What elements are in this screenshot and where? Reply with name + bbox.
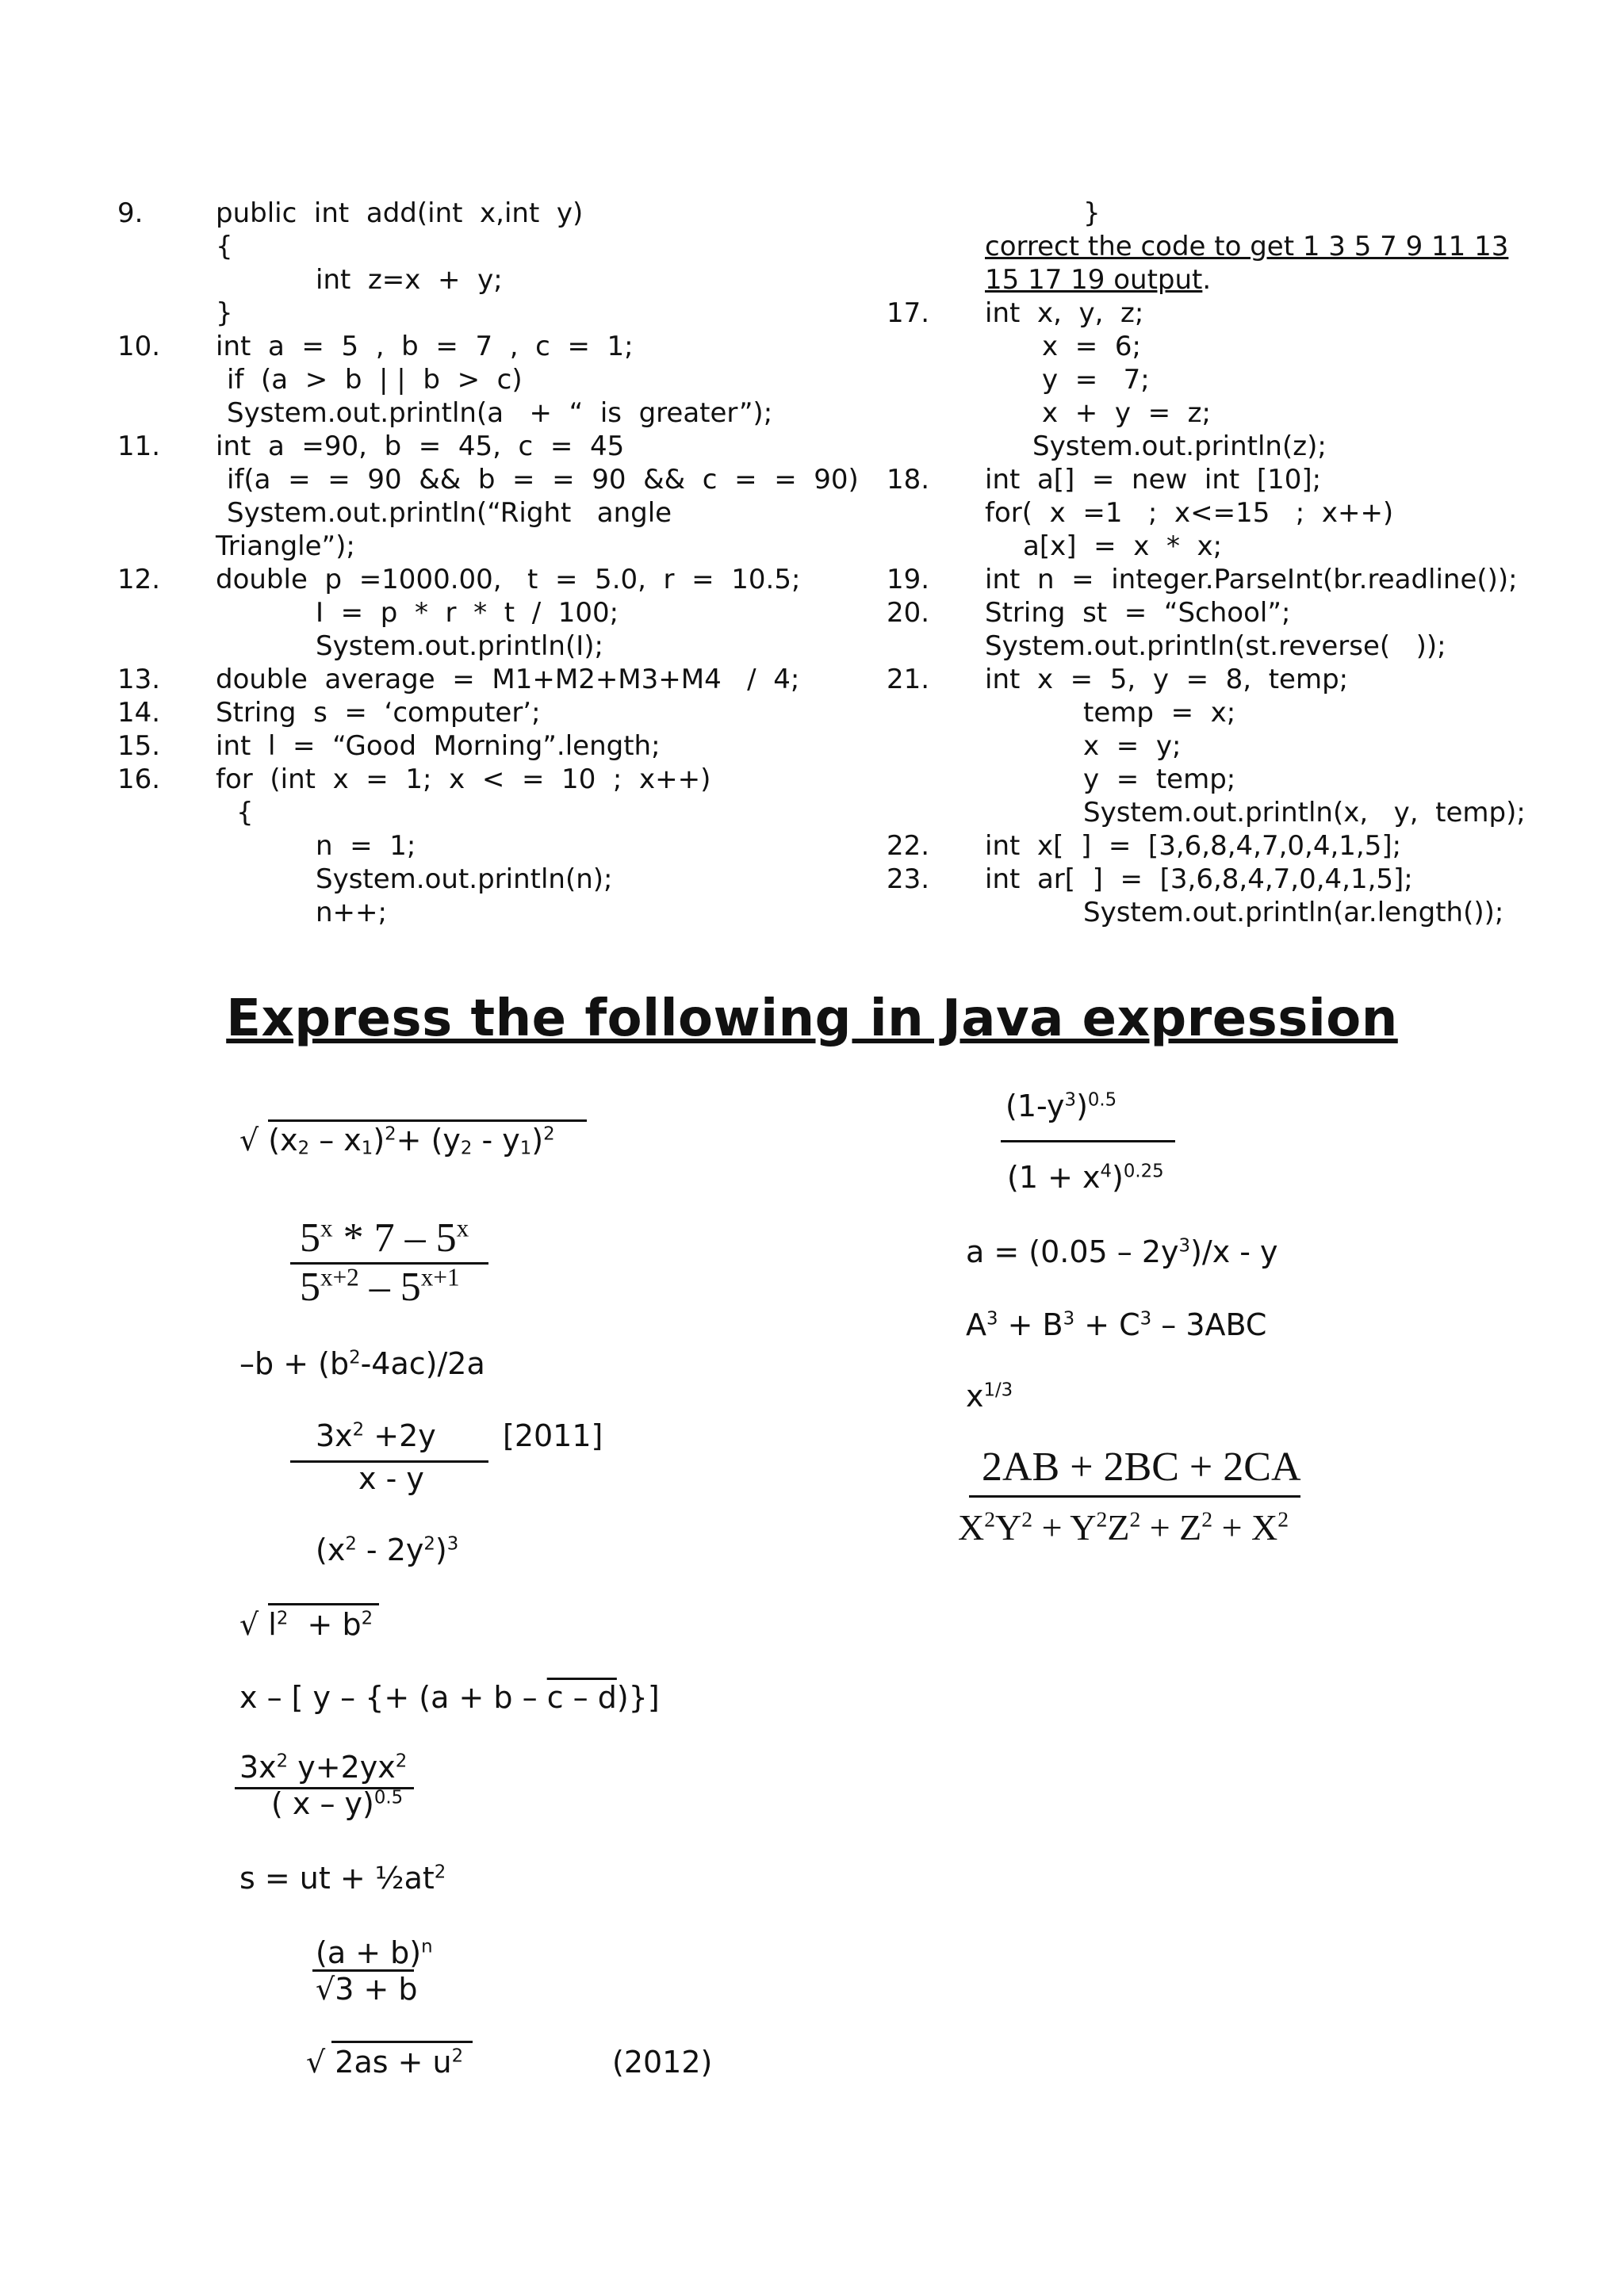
code-line: temp = x; (1083, 697, 1236, 729)
expression-fraction-denominator: $X^2Y^2 + Y^2Z^2 + Z^2 + X^2$ (958, 1506, 1289, 1548)
year-label: (2012) (612, 2045, 713, 2080)
expression-nested-brackets: x – [ y – {+ (a + b – c – d)}] (239, 1680, 660, 1715)
sqrt-vinculum (268, 1603, 379, 1605)
code-line: int a = 5 , b = 7 , c = 1; (216, 331, 634, 362)
code-line: double average = M1+M2+M3+M4 / 4; (216, 664, 800, 695)
code-line: System.out.println(a + “ is greater”); (227, 397, 773, 429)
item-number: 21. (887, 664, 930, 695)
item-number: 16. (117, 763, 161, 795)
expression-sqrt-sum: √ $l^2 + b^2$ (239, 1607, 373, 1642)
code-line: { (216, 231, 233, 262)
expression-fraction-denominator: x - y (358, 1461, 424, 1496)
code-line: System.out.println(n); (316, 863, 613, 895)
code-line: y = 7; (1042, 364, 1150, 396)
expression-fraction-numerator: $(1-y^3)^{0.5}$ (1005, 1089, 1117, 1123)
code-line: a[x] = x * x; (1023, 530, 1223, 562)
code-line: int n = integer.ParseInt(br.readline()); (985, 564, 1518, 595)
expression-fraction-numerator: 2AB + 2BC + 2CA (982, 1445, 1301, 1490)
code-line: System.out.println(“Right angle (227, 497, 672, 529)
code-line: n++; (316, 897, 387, 928)
code-line: int ar[ ] = [3,6,8,4,7,0,4,1,5]; (985, 863, 1413, 895)
expression-quadratic: $-b + (b^2-4ac)/2a$ (239, 1346, 485, 1381)
item-number: 19. (887, 564, 930, 595)
item-number: 22. (887, 830, 930, 862)
code-line: Triangle”); (216, 530, 355, 562)
item-number: 23. (887, 863, 930, 895)
item-number: 17. (887, 297, 930, 329)
instruction-note: correct the code to get 1 3 5 7 9 11 13 (985, 231, 1509, 262)
code-line: public int add(int x,int y) (216, 197, 584, 229)
year-label: [2011] (503, 1418, 603, 1453)
expression-distance: √ $(x_2 - x_1)^2+ (y_2 - y_1)^2$ (239, 1123, 555, 1159)
code-line: System.out.println(ar.length()); (1083, 897, 1504, 928)
code-line: if(a = = 90 && b = = 90 && c = = 90) (227, 464, 859, 496)
code-line: I = p * r * t / 100; (316, 597, 619, 629)
code-line: x = y; (1083, 730, 1182, 762)
expression-fraction-numerator: $3x^2$ $y+2yx^2$ (239, 1750, 408, 1785)
code-line: int a[] = new int [10]; (985, 464, 1322, 496)
sqrt-vinculum (331, 2041, 473, 2043)
code-line: System.out.println(st.reverse( )); (985, 630, 1446, 662)
item-number: 14. (117, 697, 161, 729)
item-number: 18. (887, 464, 930, 496)
code-line: for( x =1 ; x<=15 ; x++) (985, 497, 1394, 529)
item-number: 12. (117, 564, 161, 595)
code-line: if (a > b | | b > c) (227, 364, 523, 396)
expression-fraction-denominator: √3 + b (316, 1972, 418, 2007)
item-number: 10. (117, 331, 161, 362)
code-line: int x[ ] = [3,6,8,4,7,0,4,1,5]; (985, 830, 1402, 862)
code-line: System.out.println(x, y, temp); (1083, 797, 1526, 828)
code-line: int z=x + y; (316, 264, 503, 296)
code-line: int a =90, b = 45, c = 45 (216, 430, 625, 462)
code-line: String st = “School”; (985, 597, 1291, 629)
expression-assignment: $a = (0.05 - 2y^3)/x - y$ (966, 1234, 1278, 1269)
fraction-bar (1001, 1140, 1175, 1142)
expression-power-denominator: $5^{x+2} - 5^{x+1}$ (300, 1263, 460, 1310)
code-line: double p =1000.00, t = 5.0, r = 10.5; (216, 564, 801, 595)
code-line: int l = “Good Morning”.length; (216, 730, 661, 762)
code-line: n = 1; (316, 830, 416, 862)
expression-fraction-denominator: $(1 + x^4)^{0.25}$ (1007, 1160, 1164, 1195)
code-line: x + y = z; (1042, 397, 1211, 429)
expression-fraction-denominator: ( x – y)$^{0.5}$ (271, 1786, 404, 1821)
code-line: System.out.println(z); (1032, 430, 1327, 462)
item-number: 9. (117, 197, 144, 229)
fraction-bar (969, 1495, 1300, 1498)
expression-velocity-sqrt: √ $2as + u^2$ (306, 2045, 464, 2080)
expression-cube: $(x^2 - 2y^2)^3$ (316, 1533, 459, 1567)
code-line: } (216, 297, 233, 329)
code-line: { (236, 797, 254, 828)
item-number: 11. (117, 430, 161, 462)
item-number: 20. (887, 597, 930, 629)
code-line: String s = ‘computer’; (216, 697, 541, 729)
code-line: int x, y, z; (985, 297, 1144, 329)
code-line: y = temp; (1083, 763, 1236, 795)
expression-cubes: $A^3 + B^3 + C^3 - 3ABC$ (966, 1307, 1267, 1342)
item-number: 15. (117, 730, 161, 762)
code-line: x = 6; (1042, 331, 1141, 362)
code-line: int x = 5, y = 8, temp; (985, 664, 1349, 695)
code-line: for (int x = 1; x < = 10 ; x++) (216, 763, 711, 795)
section-heading: Express the following in Java expression (226, 989, 1398, 1048)
expression-power-numerator: 5$^x$ * 7 – 5$^x$ (300, 1214, 469, 1261)
expression-fraction-numerator: $(a + b)^n$ (316, 1935, 433, 1970)
expression-displacement: s = ut + $\frac{1}{2}at^2$ (239, 1861, 446, 1896)
item-number: 13. (117, 664, 161, 695)
expression-fraction-numerator: $3x^2 +2y$ (316, 1418, 436, 1453)
sqrt-vinculum (268, 1119, 587, 1122)
code-line: System.out.println(I); (316, 630, 603, 662)
code-line: } (1083, 197, 1101, 229)
instruction-note: 15 17 19 output. (985, 264, 1212, 296)
expression-cube-root: $x^{1/3}$ (966, 1379, 1013, 1414)
